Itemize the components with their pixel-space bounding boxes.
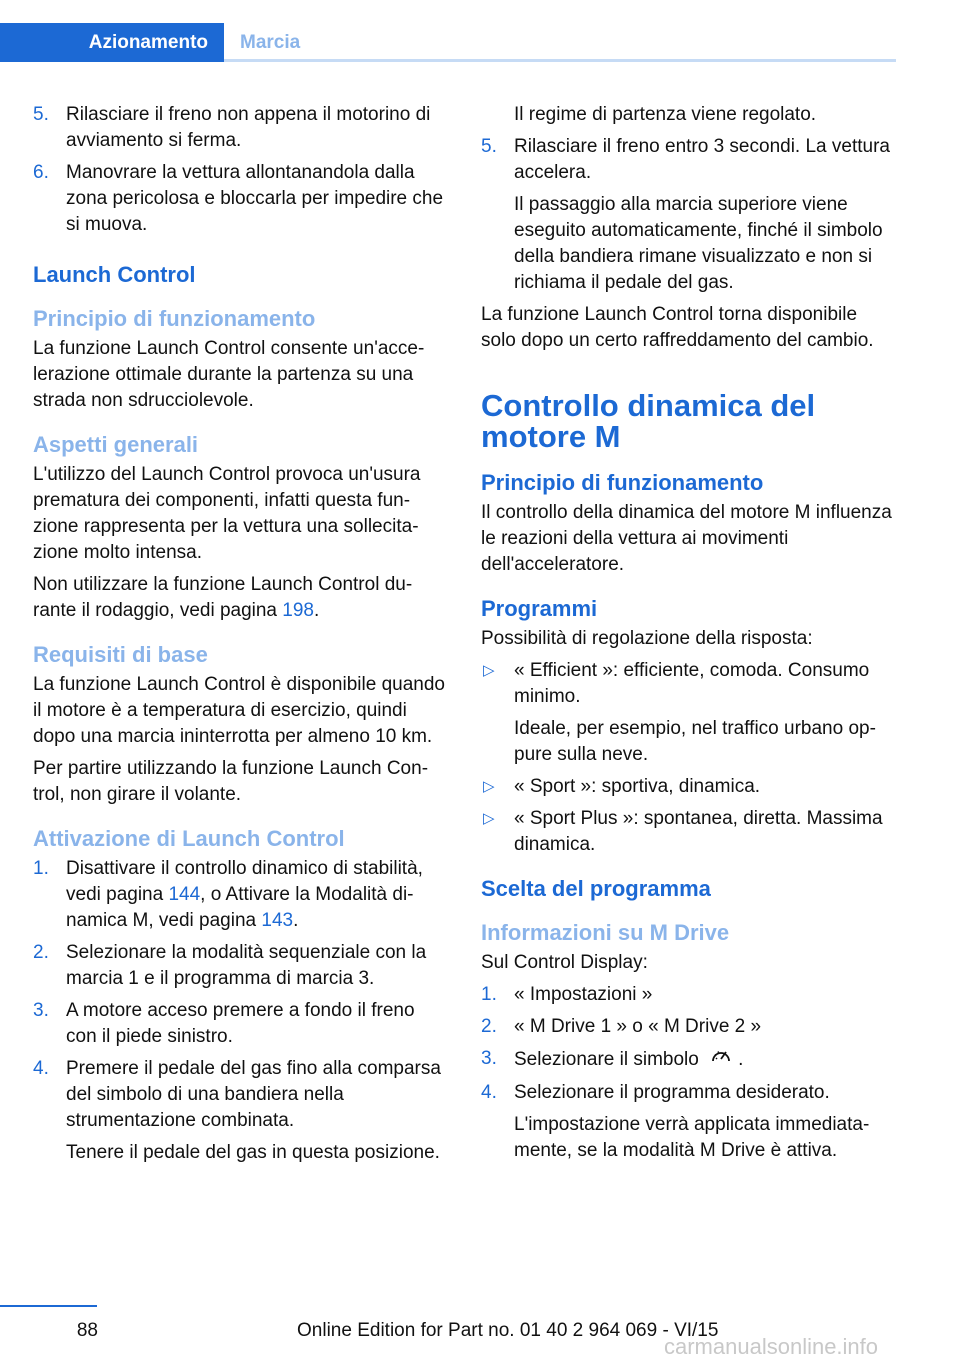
list-item — [33, 102, 449, 154]
list-number: 2. — [481, 1016, 497, 1037]
list-number: 3. — [33, 1000, 49, 1021]
bullet-text: « Efficient »: efficiente, comoda. Consumo minimo. — [514, 660, 870, 707]
list-item — [33, 940, 449, 992]
list-number: 1. — [481, 984, 497, 1005]
list-item — [481, 982, 897, 1008]
list-text: Premere il pedale del gas fino alla comparsa del simbolo di una bandiera nella strumentazione combinata. — [66, 1058, 441, 1131]
list-number: 2. — [33, 942, 49, 963]
bullet-text: « Sport Plus »: spontanea, diretta. Massima dinamica. — [514, 808, 883, 855]
text-span: . — [314, 600, 320, 621]
launch-available-text: La funzione Launch Control torna disponibile solo dopo un certo raffreddamento del cambio. — [481, 304, 874, 351]
list-text: Selezionare il simbolo — [514, 1049, 699, 1071]
list-number: 4. — [481, 1082, 497, 1103]
list-item — [33, 1056, 449, 1134]
list-text: « M Drive 1 » o « M Drive 2 » — [514, 1016, 762, 1037]
list-item — [33, 160, 449, 238]
aspetti-text: L'utilizzo del Launch Control provoca un'usura prematura dei componenti, infatti questa funzione rappresenta per la vettura una sollecitazione molto intensa. — [33, 464, 421, 563]
list-number: 1. — [33, 858, 49, 879]
tab-underline — [224, 59, 896, 62]
right-column — [481, 102, 897, 1170]
requisiti-heading: Requisiti di base — [33, 642, 208, 667]
left-column — [33, 102, 449, 1172]
list-sub-text: Tenere il pedale del gas in questa posizione. — [66, 1142, 440, 1163]
info-heading: Informazioni su M Drive — [481, 920, 730, 945]
main-section-title: Controllo dinamica del motore M — [481, 388, 816, 454]
tab-azionamento[interactable]: Azionamento — [0, 23, 224, 62]
launch-control-title: Launch Control — [33, 262, 196, 287]
list-item — [33, 856, 449, 934]
list-item — [481, 1046, 897, 1074]
volante-text: Per partire utilizzando la funzione Launch Control, non girare il volante. — [33, 758, 429, 805]
list-item — [481, 134, 897, 186]
header-tabs — [0, 0, 896, 62]
list-number: 3. — [481, 1048, 497, 1069]
triangle-bullet-icon: ▷ — [483, 662, 495, 679]
text-span: . — [293, 910, 299, 931]
principio-heading: Principio di funzionamento — [33, 306, 316, 331]
list-number: 4. — [33, 1058, 49, 1079]
list-text: « Impostazioni » — [514, 984, 653, 1005]
bullet-item — [481, 806, 897, 858]
list-sub-text: Il passaggio alla marcia superiore viene eseguito automaticamente, finché il simbolo della bandiera rimane visualizzato e non si richiama il pedale del gas. — [514, 194, 883, 293]
list-text: Selezionare il programma desiderato. — [514, 1082, 830, 1103]
bullet-text: « Sport »: sportiva, dinamica. — [514, 776, 761, 797]
bullet-item — [481, 774, 897, 800]
text-span: Non utilizzare la funzione Launch Control durante il rodaggio, vedi pagina — [33, 574, 413, 621]
principio-text-right: Il controllo della dinamica del motore M influenza le reazioni della vettura ai movimenti dell'acceleratore. — [481, 502, 892, 575]
list-item — [481, 1014, 897, 1040]
list-sub-text: L'impostazione verrà applicata immediatamente, se la modalità M Drive è attiva. — [514, 1114, 870, 1161]
requisiti-text: La funzione Launch Control è disponibile quando il motore è a temperatura di esercizio, quindi dopo una marcia ininterrotta per almeno 10 km. — [33, 674, 445, 747]
principio-text: La funzione Launch Control consente un'accelerazione ottimale durante la partenza su una strada non sdrucciolevole. — [33, 338, 425, 411]
list-text-end: . — [738, 1049, 744, 1071]
text-span: Disattivare il controllo dinamico di stabilità, vedi pagina — [66, 858, 423, 905]
gauge-icon — [704, 1046, 738, 1074]
edition-text: Online Edition for Part no. 01 40 2 964 069 - VI/15 — [297, 1320, 719, 1341]
list-item — [481, 1080, 897, 1106]
list-text: A motore acceso premere a fondo il freno con il piede sinistro. — [66, 1000, 415, 1047]
programmi-text: Possibilità di regolazione della risposta: — [481, 628, 813, 649]
list-number: 5. — [481, 136, 497, 157]
triangle-bullet-icon: ▷ — [483, 810, 495, 827]
list-number: 5. — [33, 104, 49, 125]
programmi-heading: Programmi — [481, 596, 598, 621]
page-link-143[interactable]: 143 — [261, 910, 294, 931]
text-span: , o Attivare la Modalità dinamica M, vedi pagina — [66, 884, 414, 931]
principio-heading-right: Principio di funzionamento — [481, 470, 764, 495]
bullet-sub-text: Ideale, per esempio, nel traffico urbano oppure sulla neve. — [514, 718, 876, 765]
footer-divider — [0, 1305, 97, 1307]
list-item — [33, 998, 449, 1050]
page-number: 88 — [76, 1320, 98, 1341]
list-number: 6. — [33, 162, 49, 183]
tab-marcia[interactable]: Marcia — [240, 32, 301, 53]
attivazione-heading: Attivazione di Launch Control — [33, 826, 345, 851]
bullet-item — [481, 658, 897, 710]
aspetti-heading: Aspetti generali — [33, 432, 199, 457]
list-text: Manovrare la vettura allontanandola dalla zona pericolosa e bloccarla per impedire che si muova. — [66, 162, 444, 235]
info-text: Sul Control Display: — [481, 952, 648, 973]
page-link-144[interactable]: 144 — [168, 884, 201, 905]
list-text: Rilasciare il freno entro 3 secondi. La vettura accelera. — [514, 136, 890, 183]
list-sub-text: Il regime di partenza viene regolato. — [514, 104, 817, 125]
page-link-198[interactable]: 198 — [282, 600, 314, 621]
rodaggio-text — [33, 572, 449, 624]
scelta-heading: Scelta del programma — [481, 876, 711, 901]
triangle-bullet-icon: ▷ — [483, 778, 495, 795]
list-text: Selezionare la modalità sequenziale con la marcia 1 e il programma di marcia 3. — [66, 942, 427, 989]
list-text: Rilasciare il freno non appena il motorino di avviamento si ferma. — [66, 104, 431, 151]
watermark: carmanualsonline.info — [664, 1334, 879, 1359]
